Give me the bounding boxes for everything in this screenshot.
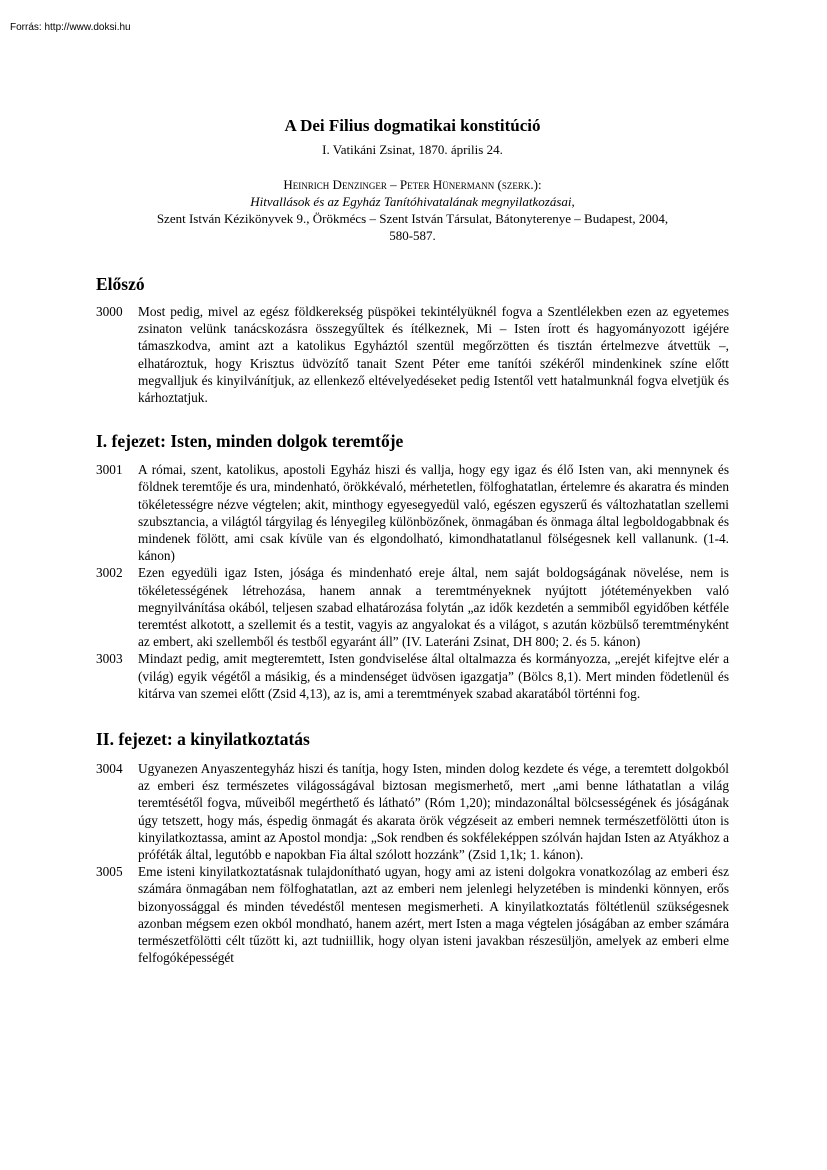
paragraph-text: Mindazt pedig, amit megteremtett, Isten gondviselése által oltalmazza és kormányozza, „erejét kifejtve elér a (világ) egyik végétől a másikig, és a mindenséget üdvösen igazgatja” (Bölcs 8,1). Mert minden födetlenül és kitárva van szemei előtt (Zsid 4,13), az is, ami a teremtmények szabad akaratából történni fog. (138, 651, 729, 701)
paragraph (96, 461, 729, 564)
book-title: Hitvallások és az Egyház Tanítóhivatalának megnyilatkozásai, (250, 194, 575, 209)
section-heading-chapter-1: I. fejezet: Isten, minden dolgok teremtője (96, 431, 404, 452)
section-heading-chapter-2: II. fejezet: a kinyilatkoztatás (96, 729, 310, 750)
paragraph (96, 303, 729, 406)
paragraph (96, 760, 729, 863)
paragraph-number: 3005 (96, 864, 123, 880)
document-page (96, 116, 729, 967)
paragraph (96, 863, 729, 966)
paragraph-number: 3000 (96, 304, 123, 319)
paragraph (96, 650, 729, 702)
paragraph-text: A római, szent, katolikus, apostoli Egyház hiszi és vallja, hogy egy igaz és élő Isten van, aki mennynek és földnek teremtője és ura, mindenható, örökkévaló, mérhetetlen, fölfoghatatlan, értelemre és akaratra és minden tökéletességre nézve végtelen; akit, minthogy egyesegyedül való, egészen egyszerű és változhatatlan szellemi szubsztancia, a világtól tárgyilag és lényegileg különbözőnek, önmagában és önmaga által legboldogabbnak és mindenek fölött, ami csak kívüle van és elgondolható, kimondhatatlanul fölségesnek kell vallanunk. (1-4. kánon) (138, 462, 729, 564)
paragraph-number: 3004 (96, 761, 123, 777)
editors: Heinrich Denzinger – Peter Hünermann (szerk.): (283, 177, 542, 192)
page-range: 580-587. (389, 228, 436, 243)
source-line: Forrás: http://www.doksi.hu (10, 22, 131, 33)
paragraph-text: Ezen egyedüli igaz Isten, jósága és mindenható ereje által, nem saját boldogságának növelése, nem is tökéletességének létrehozása, hanem annak a teremtményeknek nyújtott jótéteményekben való megnyilvánítása okából, teljesen szabad elhatározása folytán „az idők kezdetén a semmiből egyidőben kétféle teremtést alkotott, a szellemit és a testit, vagyis az angyalokat és a világot, s azután közbülső teremtményként az embert, aki szellemből és testből egyaránt áll” (IV. Lateráni Zsinat, DH 800; 2. és 5. kánon) (138, 565, 729, 650)
paragraph-number: 3001 (96, 462, 123, 478)
section-heading-eloszo: Előszó (96, 274, 145, 294)
paragraph (96, 564, 729, 650)
publisher: Szent István Kézikönyvek 9., Örökmécs – Szent István Társulat, Bátonyterenye – Budapest, 2004, (156, 211, 669, 226)
paragraph-number: 3002 (96, 565, 123, 581)
document-title: A Dei Filius dogmatikai konstitúció (284, 116, 541, 135)
paragraph-text: Most pedig, mivel az egész földkerekség püspökei tekintélyüknél fogva a Szentlélekben ezen az egyetemes zsinaton velünk tanácskozásra összegyűltek és ítélkeznek, Mi – Isten írott és hagyományozott igéjére támaszkodva, amint azt a katolikus Egyháztól szentül megőrzötten és tisztán értelmezve átvettük –, elhatároztuk, hogy Krisztus üdvözítő tanait Szent Péter eme tanítói székéről mindenkinek színe előtt megvalljuk és kinyilvánítjuk, az ellenkező eltévelyedéseket pedig Istentől vett hatalmunknál fogva elvetjük és kárhoztatjuk. (138, 304, 729, 406)
paragraph-number: 3003 (96, 651, 123, 667)
paragraph-text: Ugyanezen Anyaszentegyház hiszi és tanítja, hogy Isten, minden dolog kezdete és vége, a teremtett dolgokból az emberi ész természetes világosságával biztosan megismerhető, mert „ami benne láthatatlan a világ teremtésétől fogva, műveiből megérthető és látható” (Róm 1,20); mindazonáltal bölcsességének és jóságának úgy tetszett, hogy más, éspedig önmagát és akarata örök végzéseit az emberi nemnek természetfölötti úton is kinyilatkoztassa, amint az Apostol mondja: „Sok rendben és sokféleképpen szólván hajdan Isten az Atyákhoz a próféták által, legutóbb e napokban Fia által szólott hozzánk” (Zsid 1,1k; 1. kánon). (138, 761, 729, 863)
document-subtitle: I. Vatikáni Zsinat, 1870. április 24. (322, 142, 503, 157)
paragraph-text: Eme isteni kinyilatkoztatásnak tulajdonítható ugyan, hogy ami az isteni dolgokra vonatkozólag az emberi ész számára önmagában nem fölfoghatatlan, azt az emberi nem jelenlegi helyzetében is mindenki könnyen, erős bizonyossággal és minden tévedéstől mentesen megismerheti. A kinyilatkoztatás föltétlenül szükségesnek azonban mégsem ezen okból mondható, hanem azért, mert Isten a maga végtelen jóságában az ember számára természetfölötti célt tűzött ki, azt tudniillik, hogy olyan isteni javakban részesüljön, amelyek az emberi elme felfogóképességét (138, 864, 729, 966)
